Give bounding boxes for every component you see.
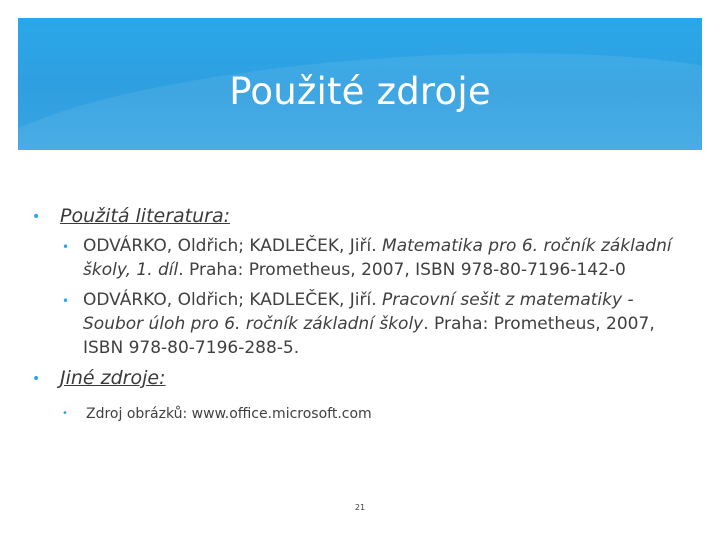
reference-title: Matematika pro 6. ročník základní školy, 1. díl [83, 236, 672, 280]
slide-title: Použité zdroje [229, 70, 491, 113]
reference-authors: ODVÁRKO, Oldřich; KADLEČEK, Jiří. [83, 236, 383, 256]
bullet-icon: • [62, 294, 70, 308]
other-source-text: Zdroj obrázků: www.office.microsoft.com [86, 406, 372, 422]
slide-content [30, 204, 690, 424]
section-heading-text: Použitá literatura: [60, 205, 231, 227]
bullet-icon: • [32, 209, 41, 225]
reference-details: . Praha: Prometheus, 2007, ISBN 978-80-7196-288-5. [83, 314, 655, 358]
reference-title: Pracovní sešit z matematiky - Soubor úloh pro 6. ročník základní školy [83, 290, 634, 334]
section-heading-text: Jiné zdroje: [60, 367, 166, 389]
section-heading-literature [30, 204, 690, 228]
other-source-item [30, 404, 690, 424]
reference-item [30, 234, 690, 282]
reference-details: . Praha: Prometheus, 2007, ISBN 978-80-7196-142-0 [178, 260, 626, 280]
page-number: 21 [354, 503, 366, 512]
bullet-icon: • [32, 371, 41, 387]
bullet-icon: • [62, 408, 68, 419]
title-bar [18, 18, 702, 150]
bullet-icon: • [62, 240, 70, 254]
section-heading-other [30, 366, 690, 390]
reference-authors: ODVÁRKO, Oldřich; KADLEČEK, Jiří. [83, 290, 383, 310]
reference-item [30, 288, 690, 360]
